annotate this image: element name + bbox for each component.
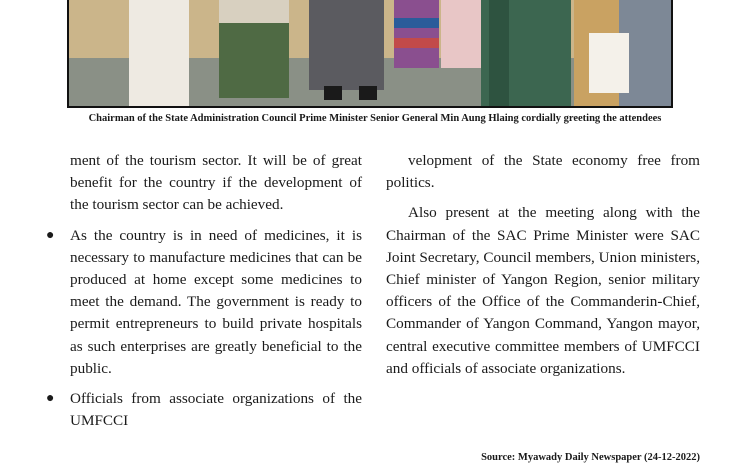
photo-caption: Chairman of the State Administration Council Prime Minister Senior General Min Aung Hlaing cordially greeting the attendees <box>88 113 662 124</box>
bullet-icon: ● <box>46 227 55 243</box>
list-item <box>46 388 362 432</box>
source-line: Source: Myawady Daily Newspaper (24-12-2022) <box>481 452 700 463</box>
bullet-text: As the country is in need of medicines, it is necessary to manufacture medicines that can be produced at home except some medicines to meet the demand. The government is ready to permit entrepreneurs to build private hospitals as such enterprises are greatly beneficial to the public. <box>70 226 362 377</box>
bullet-list <box>46 225 362 433</box>
bullet-text: Officials from associate organizations of the UMFCCI <box>70 390 362 430</box>
left-continued-paragraph: ment of the tourism sector. It will be of great benefit for the country if the development of the tourism sector can be achieved. <box>70 152 362 214</box>
left-column <box>46 150 362 440</box>
bullet-icon: ● <box>46 391 55 407</box>
attendees-paragraph: Also present at the meeting along with the Chairman of the SAC Prime Minister were SAC Joint Secretary, Council members, Union ministers, Chief minister of Yangon Region, senior military officers of the Office of the Commanderin-Chief, Commander of Yangon Command, Yangon mayor, central executive committee members of UMFCCI and officials of associate organizations. <box>386 204 700 377</box>
news-photo <box>67 0 673 108</box>
right-continued-paragraph: velopment of the State economy free from politics. <box>386 152 700 192</box>
list-item <box>46 225 362 380</box>
right-column <box>386 150 700 380</box>
